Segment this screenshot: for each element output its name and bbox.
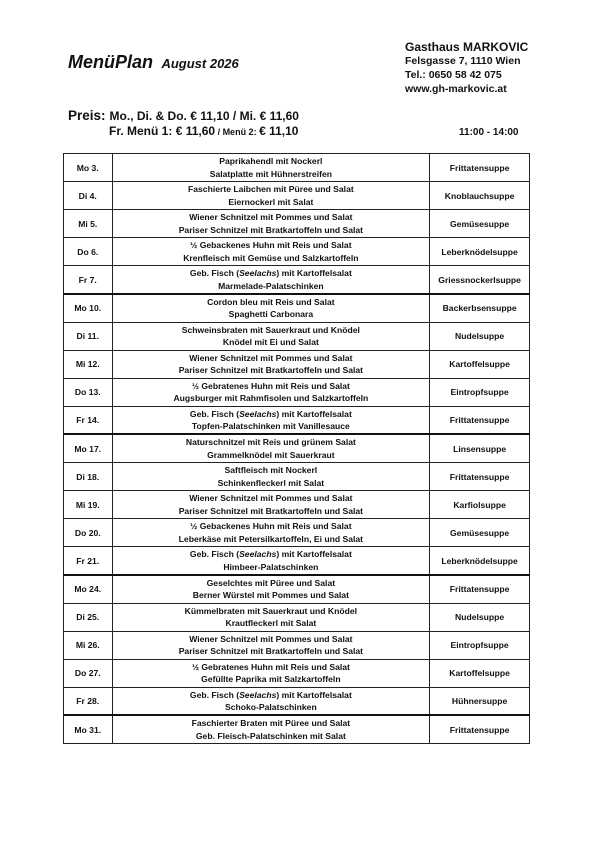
menu-soup: Frittatensuppe [430, 406, 530, 434]
menu-day: Mi 5. [64, 210, 113, 238]
menu-table [63, 153, 530, 744]
dish-alt: Krenfleisch mit Gemüse und Salzkartoffeln [183, 252, 359, 263]
dish-alt: Augsburger mit Rahmfisolen und Salzkartoffeln [173, 393, 369, 404]
menu-soup: Frittatensuppe [430, 463, 530, 491]
price-info [68, 108, 299, 138]
dish-main: Geb. Fisch (Seelachs) mit Kartoffelsalat [189, 689, 352, 700]
menu-soup: Frittatensuppe [430, 154, 530, 182]
menu-day: Mo 10. [64, 294, 113, 322]
dish-alt: Topfen-Palatschinken mit Vanillesauce [191, 421, 350, 432]
price-menu2-value: € 11,10 [259, 124, 299, 138]
menu-row [64, 491, 530, 519]
business-phone: Tel.: 0650 58 42 075 [405, 69, 502, 81]
menu-day: Mi 19. [64, 491, 113, 519]
menu-day: Fr 28. [64, 687, 113, 715]
menu-dishes [112, 687, 430, 715]
price-line-2 [109, 124, 298, 138]
opening-hours: 11:00 - 14:00 [459, 127, 519, 138]
menu-soup: Eintropfsuppe [430, 378, 530, 406]
menu-row [64, 687, 530, 715]
dish-alt: Schoko-Palatschinken [225, 702, 317, 713]
menu-day: Mo 31. [64, 715, 113, 743]
dish-alt: Pariser Schnitzel mit Bratkartoffeln und Salat [178, 365, 364, 376]
dish-alt: Gefüllte Paprika mit Salzkartoffeln [201, 674, 341, 685]
menu-dishes [112, 434, 430, 462]
dish-alt: Schinkenfleckerl mit Salat [217, 477, 325, 488]
dish-main: Paprikahendl mit Nockerl [219, 156, 323, 167]
dish-main: Faschierte Laibchen mit Püree und Salat [188, 184, 354, 195]
menu-soup: Nudelsuppe [430, 603, 530, 631]
menu-soup: Nudelsuppe [430, 322, 530, 350]
dish-main: Geb. Fisch (Seelachs) mit Kartoffelsalat [189, 549, 352, 560]
dish-alt: Spaghetti Carbonara [228, 309, 314, 320]
menu-row [64, 154, 530, 182]
menu-soup: Karfiolsuppe [430, 491, 530, 519]
menu-day: Di 11. [64, 322, 113, 350]
menu-day: Fr 7. [64, 266, 113, 294]
price-menu2-label: / Menü 2: [215, 127, 260, 137]
price-label: Preis: [68, 108, 106, 123]
dish-main: Schweinsbraten mit Sauerkraut und Knödel [181, 324, 360, 335]
menu-dishes [112, 350, 430, 378]
dish-main: Naturschnitzel mit Reis und grünem Salat [185, 437, 356, 448]
dish-main: Geselchtes mit Püree und Salat [206, 577, 336, 588]
title-month: August 2026 [161, 56, 239, 71]
menu-dishes [112, 603, 430, 631]
dish-main: Faschierter Braten mit Püree und Salat [191, 718, 351, 729]
dish-main: Saftfleisch mit Nockerl [224, 465, 318, 476]
menu-day: Mo 24. [64, 575, 113, 603]
menu-row [64, 238, 530, 266]
menu-soup: Eintropfsuppe [430, 631, 530, 659]
menu-soup: Griessnockerlsuppe [430, 266, 530, 294]
menu-day: Mi 12. [64, 350, 113, 378]
menu-day: Mo 17. [64, 434, 113, 462]
dish-alt: Pariser Schnitzel mit Bratkartoffeln und Salat [178, 505, 364, 516]
menu-dishes [112, 154, 430, 182]
menu-day: Fr 21. [64, 547, 113, 575]
title-text: MenüPlan [68, 52, 154, 72]
dish-alt: Pariser Schnitzel mit Bratkartoffeln und Salat [178, 224, 364, 235]
menu-row [64, 322, 530, 350]
menu-day: Di 25. [64, 603, 113, 631]
dish-alt: Marmelade-Palatschinken [218, 280, 324, 291]
menu-day: Mi 26. [64, 631, 113, 659]
dish-main: Wiener Schnitzel mit Pommes und Salat [189, 493, 353, 504]
menu-row [64, 519, 530, 547]
menu-title [68, 52, 239, 73]
menu-dishes [112, 266, 430, 294]
menu-day: Di 4. [64, 182, 113, 210]
menu-dishes [112, 406, 430, 434]
menu-soup: Leberknödelsuppe [430, 238, 530, 266]
dish-alt: Grammelknödel mit Sauerkraut [207, 449, 335, 460]
dish-main: Wiener Schnitzel mit Pommes und Salat [189, 212, 353, 223]
price-menu1-label: Fr. Menü 1: [109, 124, 176, 138]
menu-row [64, 715, 530, 743]
menu-row [64, 434, 530, 462]
menu-row [64, 575, 530, 603]
menu-soup: Knoblauchsuppe [430, 182, 530, 210]
dish-alt: Krautfleckerl mit Salat [225, 618, 317, 629]
menu-soup: Kartoffelsuppe [430, 350, 530, 378]
dish-alt: Salatplatte mit Hühnerstreifen [209, 168, 332, 179]
menu-dishes [112, 547, 430, 575]
dish-main: Cordon bleu mit Reis und Salat [207, 296, 335, 307]
dish-alt: Pariser Schnitzel mit Bratkartoffeln und Salat [178, 646, 364, 657]
menu-soup: Frittatensuppe [430, 575, 530, 603]
dish-alt: Himbeer-Palatschinken [223, 561, 319, 572]
menu-row [64, 547, 530, 575]
dish-alt: Geb. Fleisch-Palatschinken mit Salat [195, 730, 346, 741]
menu-soup: Backerbsensuppe [430, 294, 530, 322]
dish-main: ½ Gebratenes Huhn mit Reis und Salat [191, 661, 350, 672]
price-menu1-value: € 11,60 [175, 124, 216, 138]
menu-day: Do 20. [64, 519, 113, 547]
dish-main: Wiener Schnitzel mit Pommes und Salat [189, 633, 353, 644]
menu-dishes [112, 210, 430, 238]
menu-row [64, 463, 530, 491]
menu-soup: Leberknödelsuppe [430, 547, 530, 575]
dish-main: ½ Gebratenes Huhn mit Reis und Salat [191, 380, 350, 391]
dish-alt: Eiernockerl mit Salat [228, 196, 314, 207]
menu-row [64, 603, 530, 631]
price-line-1: Mo., Di. & Do. € 11,10 / Mi. € 11,60 [109, 109, 299, 123]
menu-dishes [112, 322, 430, 350]
menu-soup: Gemüsesuppe [430, 519, 530, 547]
menu-row [64, 266, 530, 294]
menu-day: Fr 14. [64, 406, 113, 434]
menu-day: Mo 3. [64, 154, 113, 182]
menu-dishes [112, 491, 430, 519]
menu-row [64, 631, 530, 659]
menu-row [64, 378, 530, 406]
menu-dishes [112, 294, 430, 322]
menu-soup: Hühnersuppe [430, 687, 530, 715]
dish-main: ½ Gebackenes Huhn mit Reis und Salat [190, 240, 352, 251]
menu-row [64, 210, 530, 238]
menu-soup: Linsensuppe [430, 434, 530, 462]
menu-row [64, 350, 530, 378]
menu-dishes [112, 463, 430, 491]
menu-soup: Gemüsesuppe [430, 210, 530, 238]
menu-dishes [112, 715, 430, 743]
menu-dishes [112, 378, 430, 406]
menu-day: Do 27. [64, 659, 113, 687]
menu-row [64, 659, 530, 687]
dish-alt: Knödel mit Ei und Salat [222, 337, 319, 348]
menu-row [64, 406, 530, 434]
business-website: www.gh-markovic.at [405, 83, 507, 95]
menu-day: Di 18. [64, 463, 113, 491]
dish-main: Geb. Fisch (Seelachs) mit Kartoffelsalat [189, 268, 352, 279]
menu-dishes [112, 631, 430, 659]
dish-main: Kümmelbraten mit Sauerkraut und Knödel [184, 605, 358, 616]
menu-row [64, 294, 530, 322]
dish-alt: Berner Würstel mit Pommes und Salat [192, 590, 349, 601]
dish-main: Wiener Schnitzel mit Pommes und Salat [189, 352, 353, 363]
dish-main: ½ Gebackenes Huhn mit Reis und Salat [190, 521, 352, 532]
business-street: Felsgasse 7, 1110 Wien [405, 55, 521, 67]
menu-dishes [112, 575, 430, 603]
menu-day: Do 6. [64, 238, 113, 266]
menu-day: Do 13. [64, 378, 113, 406]
dish-main: Geb. Fisch (Seelachs) mit Kartoffelsalat [189, 408, 352, 419]
menu-row [64, 182, 530, 210]
menu-dishes [112, 519, 430, 547]
menu-soup: Kartoffelsuppe [430, 659, 530, 687]
dish-alt: Leberkäse mit Petersilkartoffeln, Ei und Salat [178, 533, 364, 544]
business-info [405, 40, 528, 96]
menu-soup: Frittatensuppe [430, 715, 530, 743]
business-name: Gasthaus MARKOVIC [405, 40, 529, 54]
menu-dishes [112, 238, 430, 266]
menu-dishes [112, 182, 430, 210]
menu-dishes [112, 659, 430, 687]
